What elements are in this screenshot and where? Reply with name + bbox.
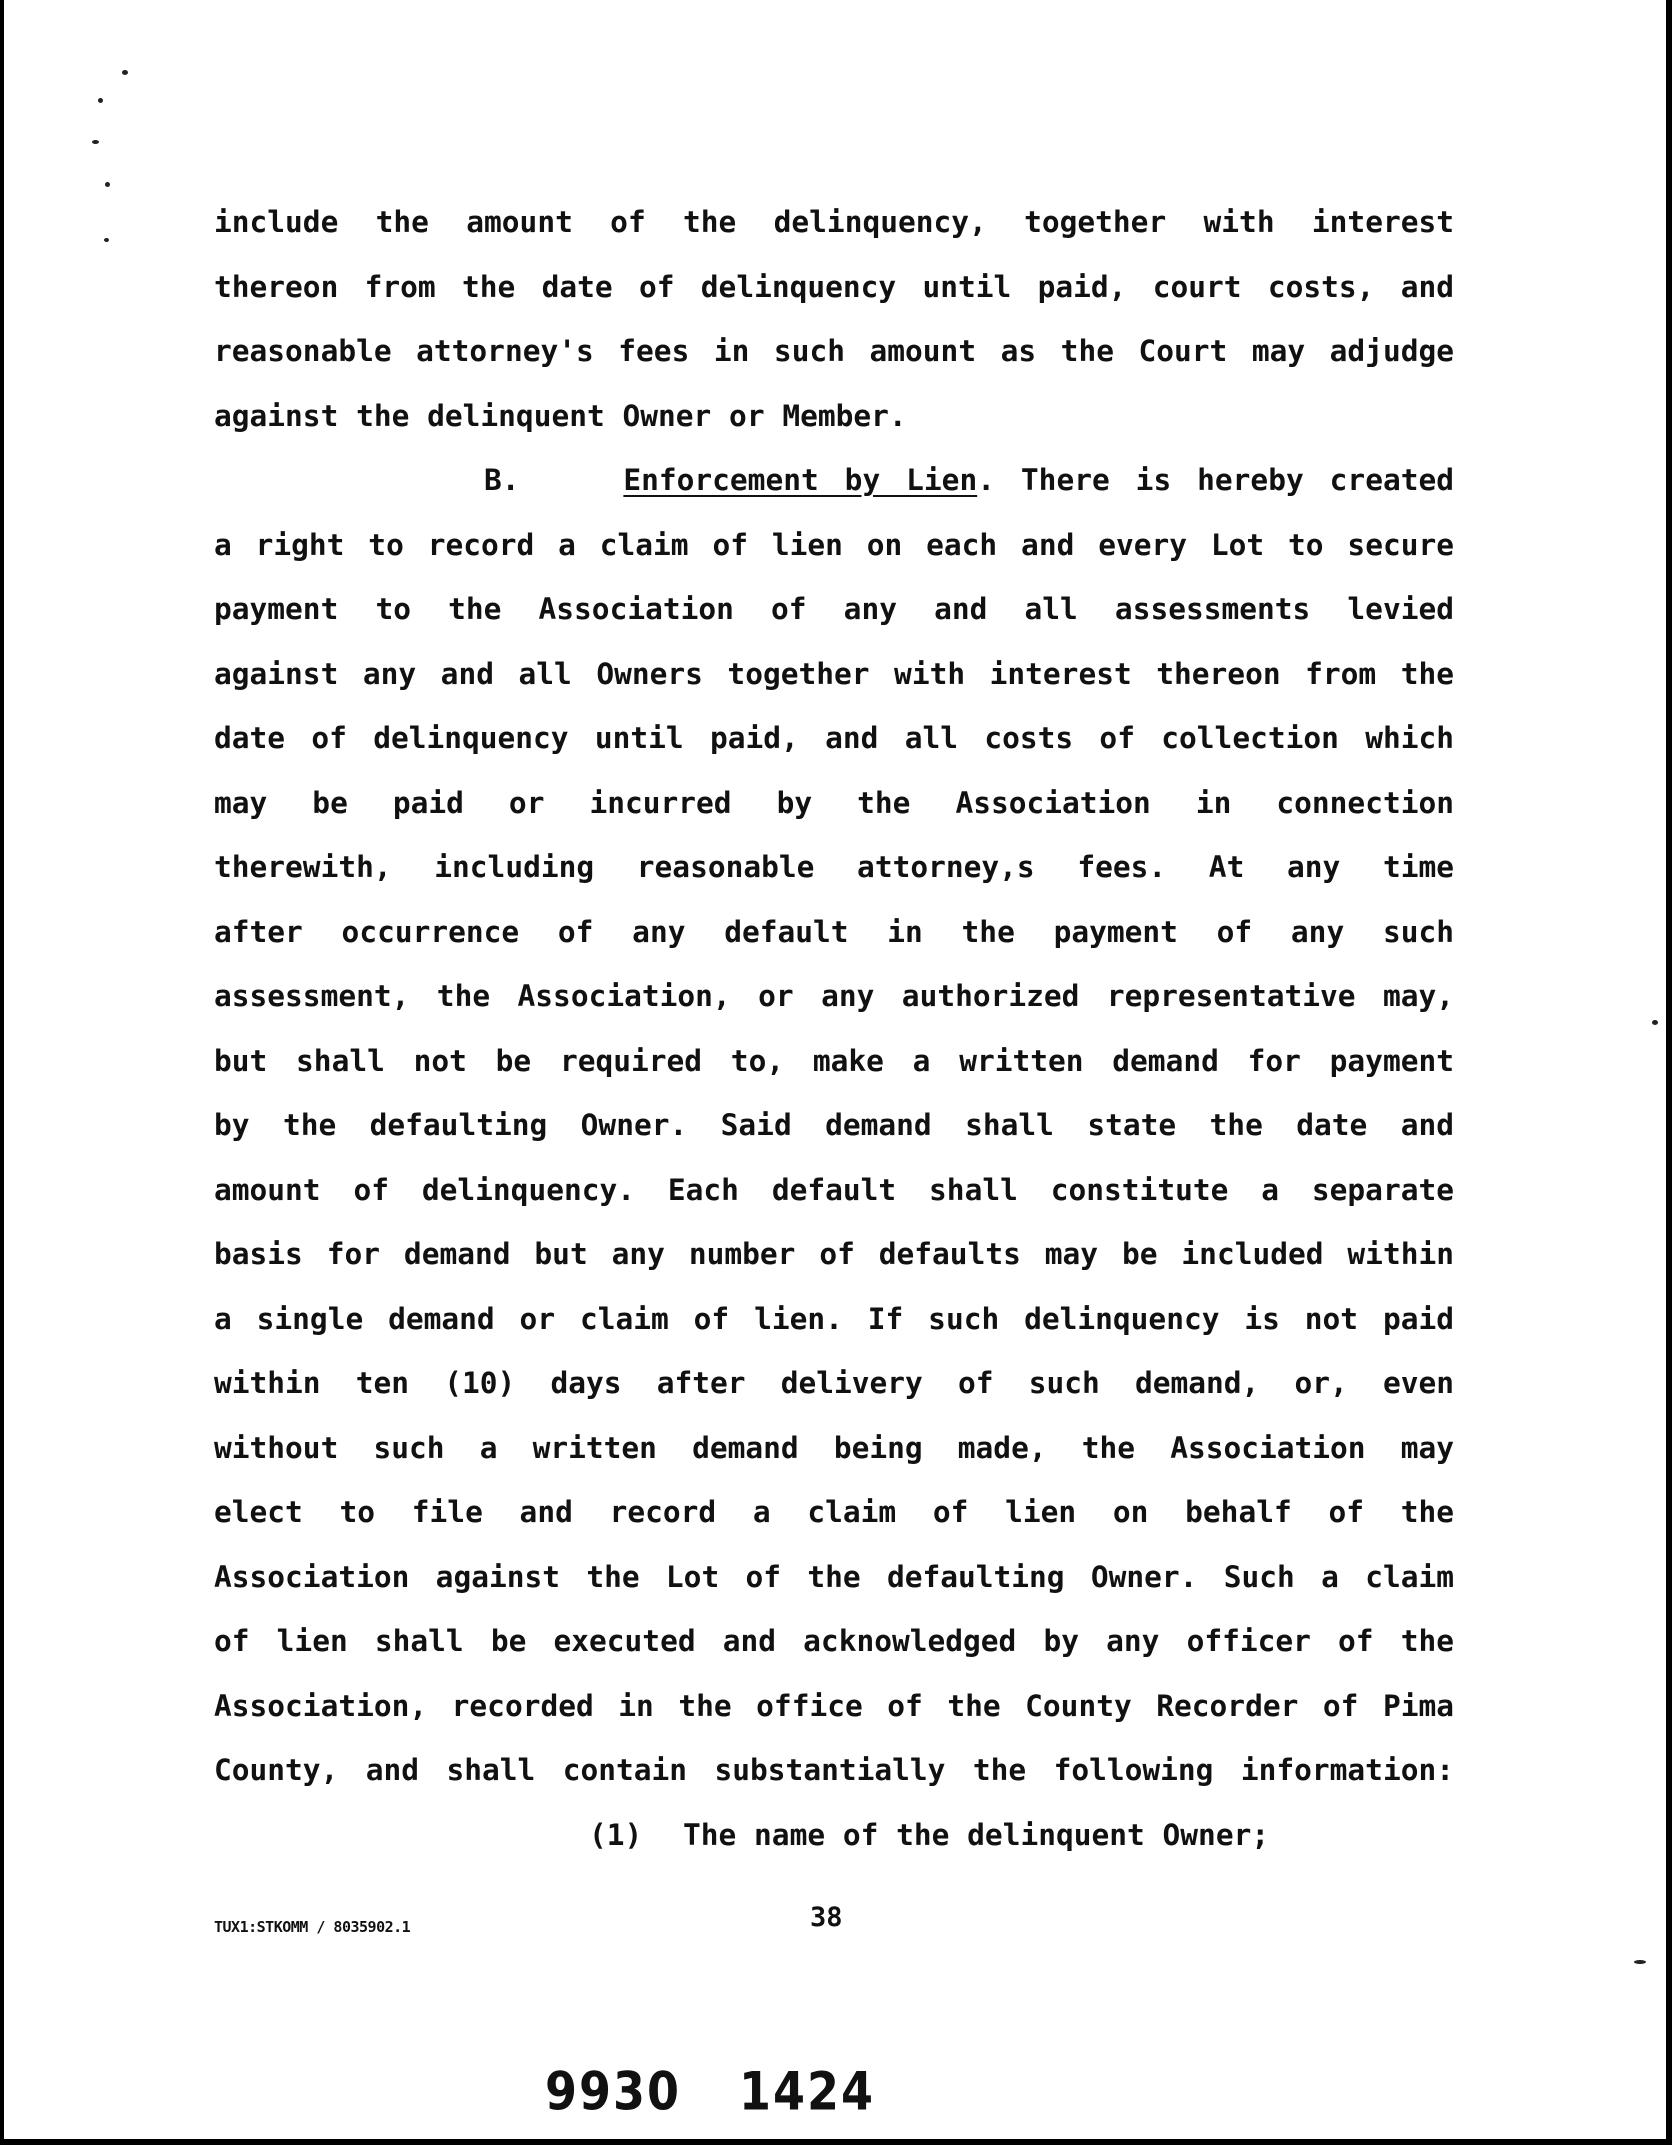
recording-stamp: [545, 2060, 933, 2122]
scan-edge-right: [1666, 0, 1672, 2145]
section-b-line: but shall not be required to, make a written demand for payment: [214, 1043, 1454, 1078]
stamp-docket: 9930: [545, 2060, 682, 2123]
section-b-line: therewith, including reasonable attorney,s fees. At any time: [214, 850, 1454, 884]
section-b-line: without such a written demand being made, the Association may: [214, 1430, 1454, 1465]
paragraph-a-line: thereon from the date of delinquency until paid, court costs, and: [214, 269, 1454, 304]
scan-edge-bottom: [0, 2139, 1672, 2145]
section-b-line: of lien shall be executed and acknowledged by any officer of the: [214, 1624, 1454, 1658]
section-b-line: a right to record a claim of lien on each and every Lot to secure: [214, 527, 1454, 562]
section-b-line: amount of delinquency. Each default shall constitute a separate: [214, 1172, 1454, 1207]
paragraph-a-line: include the amount of the delinquency, together with interest: [214, 205, 1454, 239]
scan-speck: [1634, 1960, 1646, 1964]
section-b-line: date of delinquency until paid, and all costs of collection which: [214, 721, 1454, 755]
section-b-line: Association, recorded in the office of the County Recorder of Pima: [214, 1688, 1454, 1723]
section-b-heading-line: [214, 448, 1454, 513]
section-b-line: assessment, the Association, or any authorized representative may,: [214, 979, 1454, 1013]
stamp-page: 1424: [739, 2060, 876, 2123]
list-item-text: The name of the delinquent Owner;: [683, 1817, 1270, 1852]
scan-speck: [92, 140, 99, 144]
scan-edge-left: [0, 0, 4, 2145]
paragraph-a-line: reasonable attorney's fees in such amount as the Court may adjudge: [214, 334, 1454, 368]
section-b-line: a single demand or claim of lien. If such delinquency is not paid: [214, 1301, 1454, 1336]
paragraph-a-line: against the delinquent Owner or Member.: [214, 398, 907, 433]
section-b-line: County, and shall contain substantially the following information:: [214, 1753, 1454, 1787]
scan-speck: [98, 98, 103, 103]
section-b-line: Association against the Lot of the defaulting Owner. Such a claim: [214, 1559, 1454, 1594]
scan-speck: [122, 70, 128, 75]
section-b-heading-rest: . There is hereby created: [977, 463, 1454, 497]
section-b-line: by the defaulting Owner. Said demand shall state the date and: [214, 1108, 1454, 1142]
section-b-line: against any and all Owners together with interest thereon from the: [214, 656, 1454, 691]
list-item-number: (1): [589, 1817, 643, 1852]
scan-speck: [104, 238, 109, 242]
section-b-line: payment to the Association of any and all assessments levied: [214, 592, 1454, 626]
scan-speck: [105, 182, 110, 187]
section-b-line: elect to file and record a claim of lien on behalf of the: [214, 1495, 1454, 1529]
section-b-heading: Enforcement by Lien: [623, 463, 978, 497]
list-item: [214, 1803, 1454, 1868]
page-number: 38: [810, 1902, 843, 1933]
section-b-line: within ten (10) days after delivery of such demand, or, even: [214, 1366, 1454, 1400]
section-b-line: may be paid or incurred by the Association in connection: [214, 785, 1454, 820]
document-body: [214, 190, 1454, 1867]
section-b-line: after occurrence of any default in the payment of any such: [214, 914, 1454, 949]
section-b-label: B.: [484, 463, 520, 497]
scan-speck: [1652, 1020, 1658, 1025]
document-reference: TUX1:STKOMM / 8035902.1: [214, 1918, 411, 1936]
section-b-line: basis for demand but any number of defaults may be included within: [214, 1237, 1454, 1271]
